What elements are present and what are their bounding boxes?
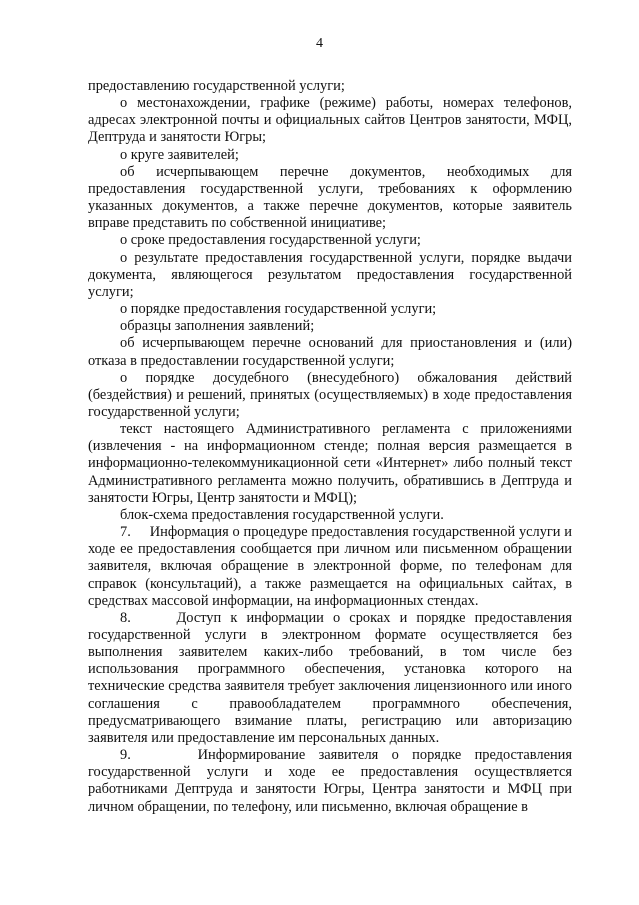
paragraph-item-samples: образцы заполнения заявлений; bbox=[120, 318, 315, 335]
paragraph-clause-8: 8. Доступ к информации о сроках и порядке предоставления государственной услуги в электронном формате осуществляется без выполнения заявителем каких-либо требований, в том числе без использования программного обеспечения, установка которого на технические средства заявителя требует заключения лицензионного или иного соглашения с правообладателем программного обеспечения, предусматривающего взимание платы, регистрацию или авторизацию заявителя или предоставление им персональных данных. bbox=[88, 609, 572, 746]
paragraph-item-deadline: о сроке предоставления государственной услуги; bbox=[120, 232, 421, 249]
paragraph-item-refusal-grounds: об исчерпывающем перечне оснований для приостановления и (или) отказа в предоставлении государственной услуги; bbox=[88, 335, 572, 369]
page-number: 4 bbox=[316, 36, 323, 51]
paragraph-clause-9: 9. Информирование заявителя о порядке предоставления государственной услуги и ходе ее предоставления осуществляется работниками Дептруда и занятости Югры, Центра занятости и МФЦ при личном обращении, по телефону, или письменно, включая обращение в bbox=[88, 747, 572, 815]
paragraph-continuation: предоставлению государственной услуги; bbox=[88, 78, 345, 94]
paragraph-item-result: о результате предоставления государственной услуги, порядке выдачи документа, являющегося результатом предоставления государственной услуги; bbox=[88, 249, 572, 300]
paragraph-item-regulation-text: текст настоящего Административного регламента с приложениями (извлечения - на информационном стенде; полная версия размещается в информационно-телекоммуникационной сети «Интернет» либо полный текст Административного регламента можно получить, обратившись в Дептруда и занятости Югры, Центр занятости и МФЦ); bbox=[88, 421, 572, 506]
paragraph-item-flowchart: блок-схема предоставления государственной услуги. bbox=[120, 506, 444, 523]
paragraph-item-location: о местонахождении, графике (режиме) работы, номерах телефонов, адресах электронной почты и официальных сайтов Центров занятости, МФЦ, Дептруда и занятости Югры; bbox=[88, 95, 572, 146]
paragraph-clause-7: 7. Информация о процедуре предоставления государственной услуги и ходе ее предоставления сообщается при личном или письменном обращении заявителя, включая обращение в электронной форме, по телефонам для справок (консультаций), а также размещается на официальных сайтах, в средствах массовой информации, на информационных стендах. bbox=[88, 524, 572, 609]
paragraph-item-procedure: о порядке предоставления государственной услуги; bbox=[120, 301, 437, 318]
paragraph-item-applicants: о круге заявителей; bbox=[120, 146, 239, 163]
paragraph-item-appeal: о порядке досудебного (внесудебного) обжалования действий (бездействия) и решений, принятых (осуществляемых) в ходе предоставления государственной услуги; bbox=[88, 369, 572, 420]
document-body bbox=[88, 78, 572, 816]
paragraph-item-documents: об исчерпывающем перечне документов, необходимых для предоставления государственной услуги, требованиях к оформлению указанных документов, а также перечне документов, которые заявитель вправе представить по собственной инициативе; bbox=[88, 163, 572, 232]
